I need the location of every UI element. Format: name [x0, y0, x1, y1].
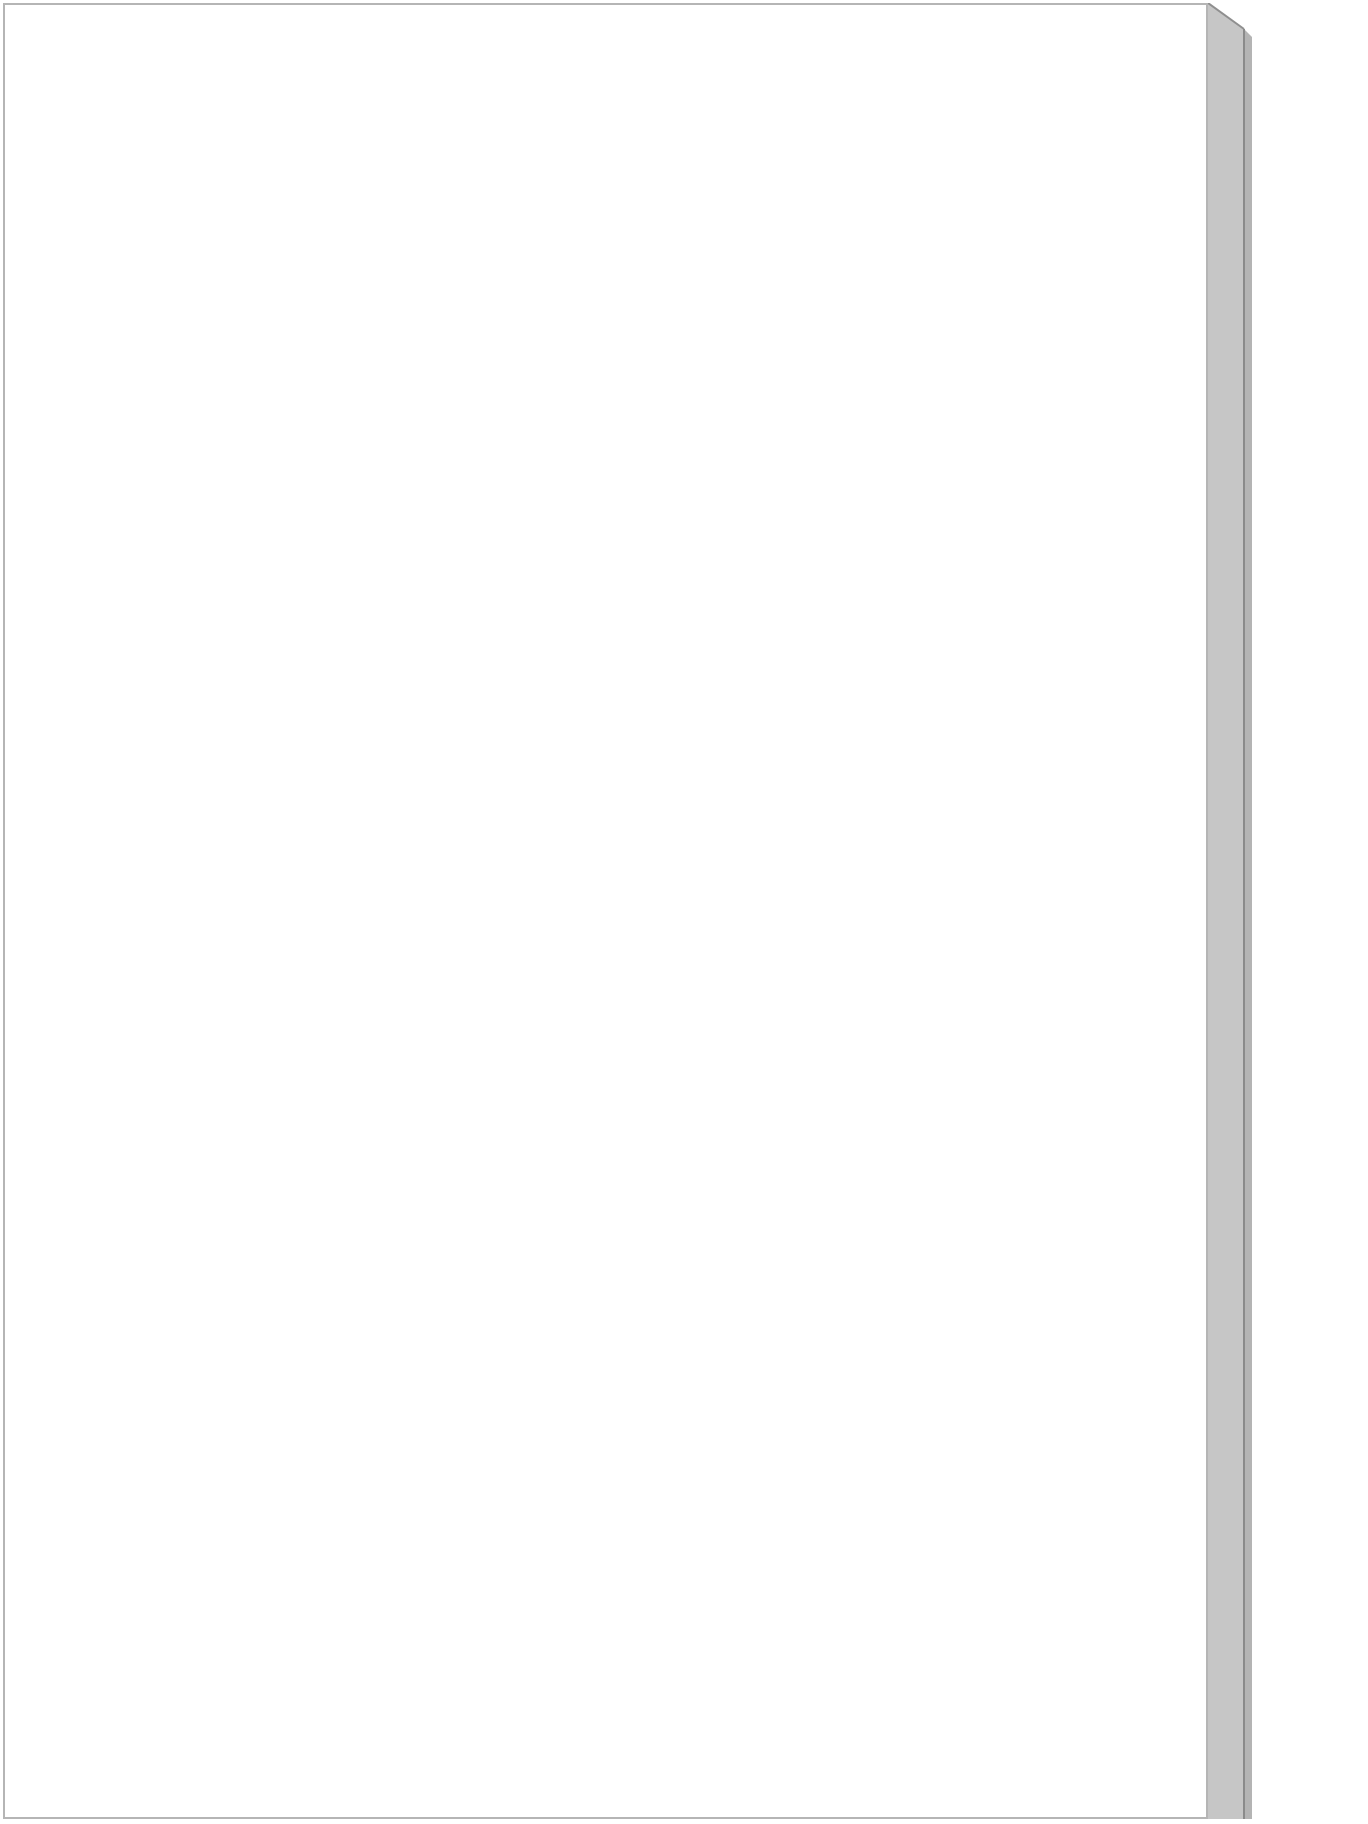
page-sheet — [3, 3, 1208, 1819]
page-edge-3d — [1208, 3, 1252, 1819]
